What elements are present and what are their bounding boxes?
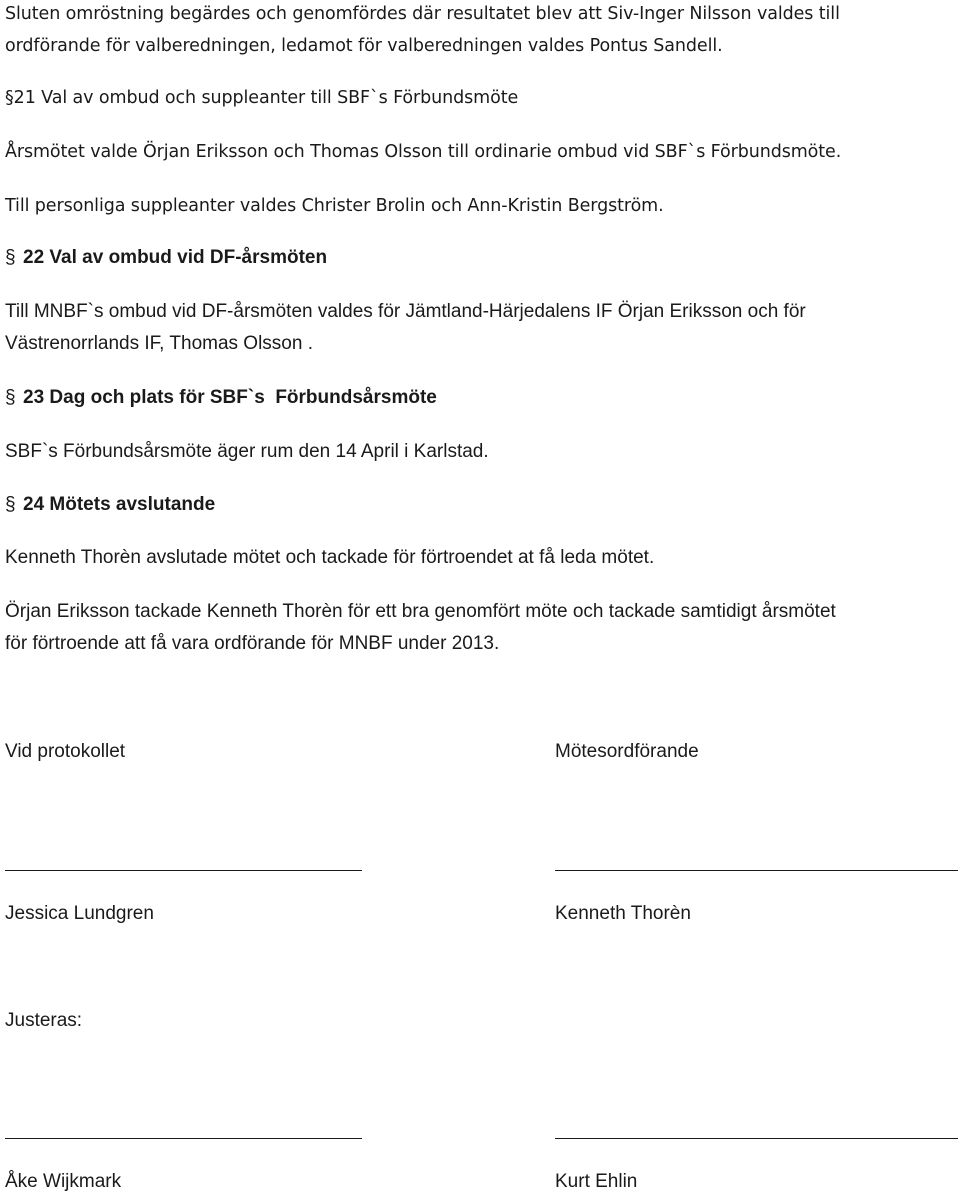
justeras-line-right	[555, 1138, 958, 1139]
section-21-heading-text: 21 Val av ombud och suppleanter till SBF`s Förbundsmöte	[13, 88, 519, 108]
justeras-name-left: Åke Wijkmark	[5, 1171, 122, 1192]
section-22-heading	[5, 246, 327, 270]
section-22-heading-text: 22 Val av ombud vid DF-årsmöten	[23, 247, 328, 268]
signature-line-left	[5, 870, 362, 871]
paragraph-line: Till MNBF`s ombud vid DF-årsmöten valdes för Jämtland-Härjedalens IF Örjan Eriksson och för	[5, 301, 806, 322]
signature-name-right: Kenneth Thorèn	[555, 903, 691, 924]
justeras-name-right: Kurt Ehlin	[555, 1171, 638, 1192]
paragraph-line: SBF`s Förbundsårsmöte äger rum den 14 April i Karlstad.	[5, 441, 489, 462]
section-24-heading	[5, 493, 215, 517]
signature-role-right: Mötesordförande	[555, 741, 699, 762]
paragraph-line: Kenneth Thorèn avslutade mötet och tackade för förtroendet at få leda mötet.	[5, 547, 655, 568]
section-21-heading	[5, 86, 518, 110]
paragraph-line: Till personliga suppleanter valdes Christer Brolin och Ann-Kristin Bergström.	[5, 196, 664, 216]
paragraph-line: Sluten omröstning begärdes och genomfördes där resultatet blev att Siv-Inger Nilsson valdes till	[5, 4, 840, 24]
section-24-heading-text: 24 Mötets avslutande	[23, 494, 216, 515]
paragraph-line: Västrenorrlands IF, Thomas Olsson .	[5, 333, 313, 354]
signature-line-right	[555, 870, 958, 871]
paragraph-line: ordförande för valberedningen, ledamot för valberedningen valdes Pontus Sandell.	[5, 36, 723, 56]
section-symbol: §	[5, 494, 16, 515]
section-23-heading-text: 23 Dag och plats för SBF`s Förbundsårsmöte	[23, 387, 437, 408]
section-symbol: §	[5, 247, 16, 268]
section-symbol: §	[5, 387, 16, 408]
section-symbol: §	[5, 88, 14, 108]
justeras-line-left	[5, 1138, 362, 1139]
paragraph-line: för förtroende att få vara ordförande för MNBF under 2013.	[5, 633, 500, 654]
justeras-label: Justeras:	[5, 1010, 83, 1031]
signature-role-left: Vid protokollet	[5, 741, 126, 762]
signature-name-left: Jessica Lundgren	[5, 903, 154, 924]
paragraph-line: Årsmötet valde Örjan Eriksson och Thomas Olsson till ordinarie ombud vid SBF`s Förbundsmöte.	[5, 142, 842, 162]
paragraph-line: Örjan Eriksson tackade Kenneth Thorèn för ett bra genomfört möte och tackade samtidigt årsmötet	[5, 601, 836, 622]
section-23-heading	[5, 386, 437, 410]
